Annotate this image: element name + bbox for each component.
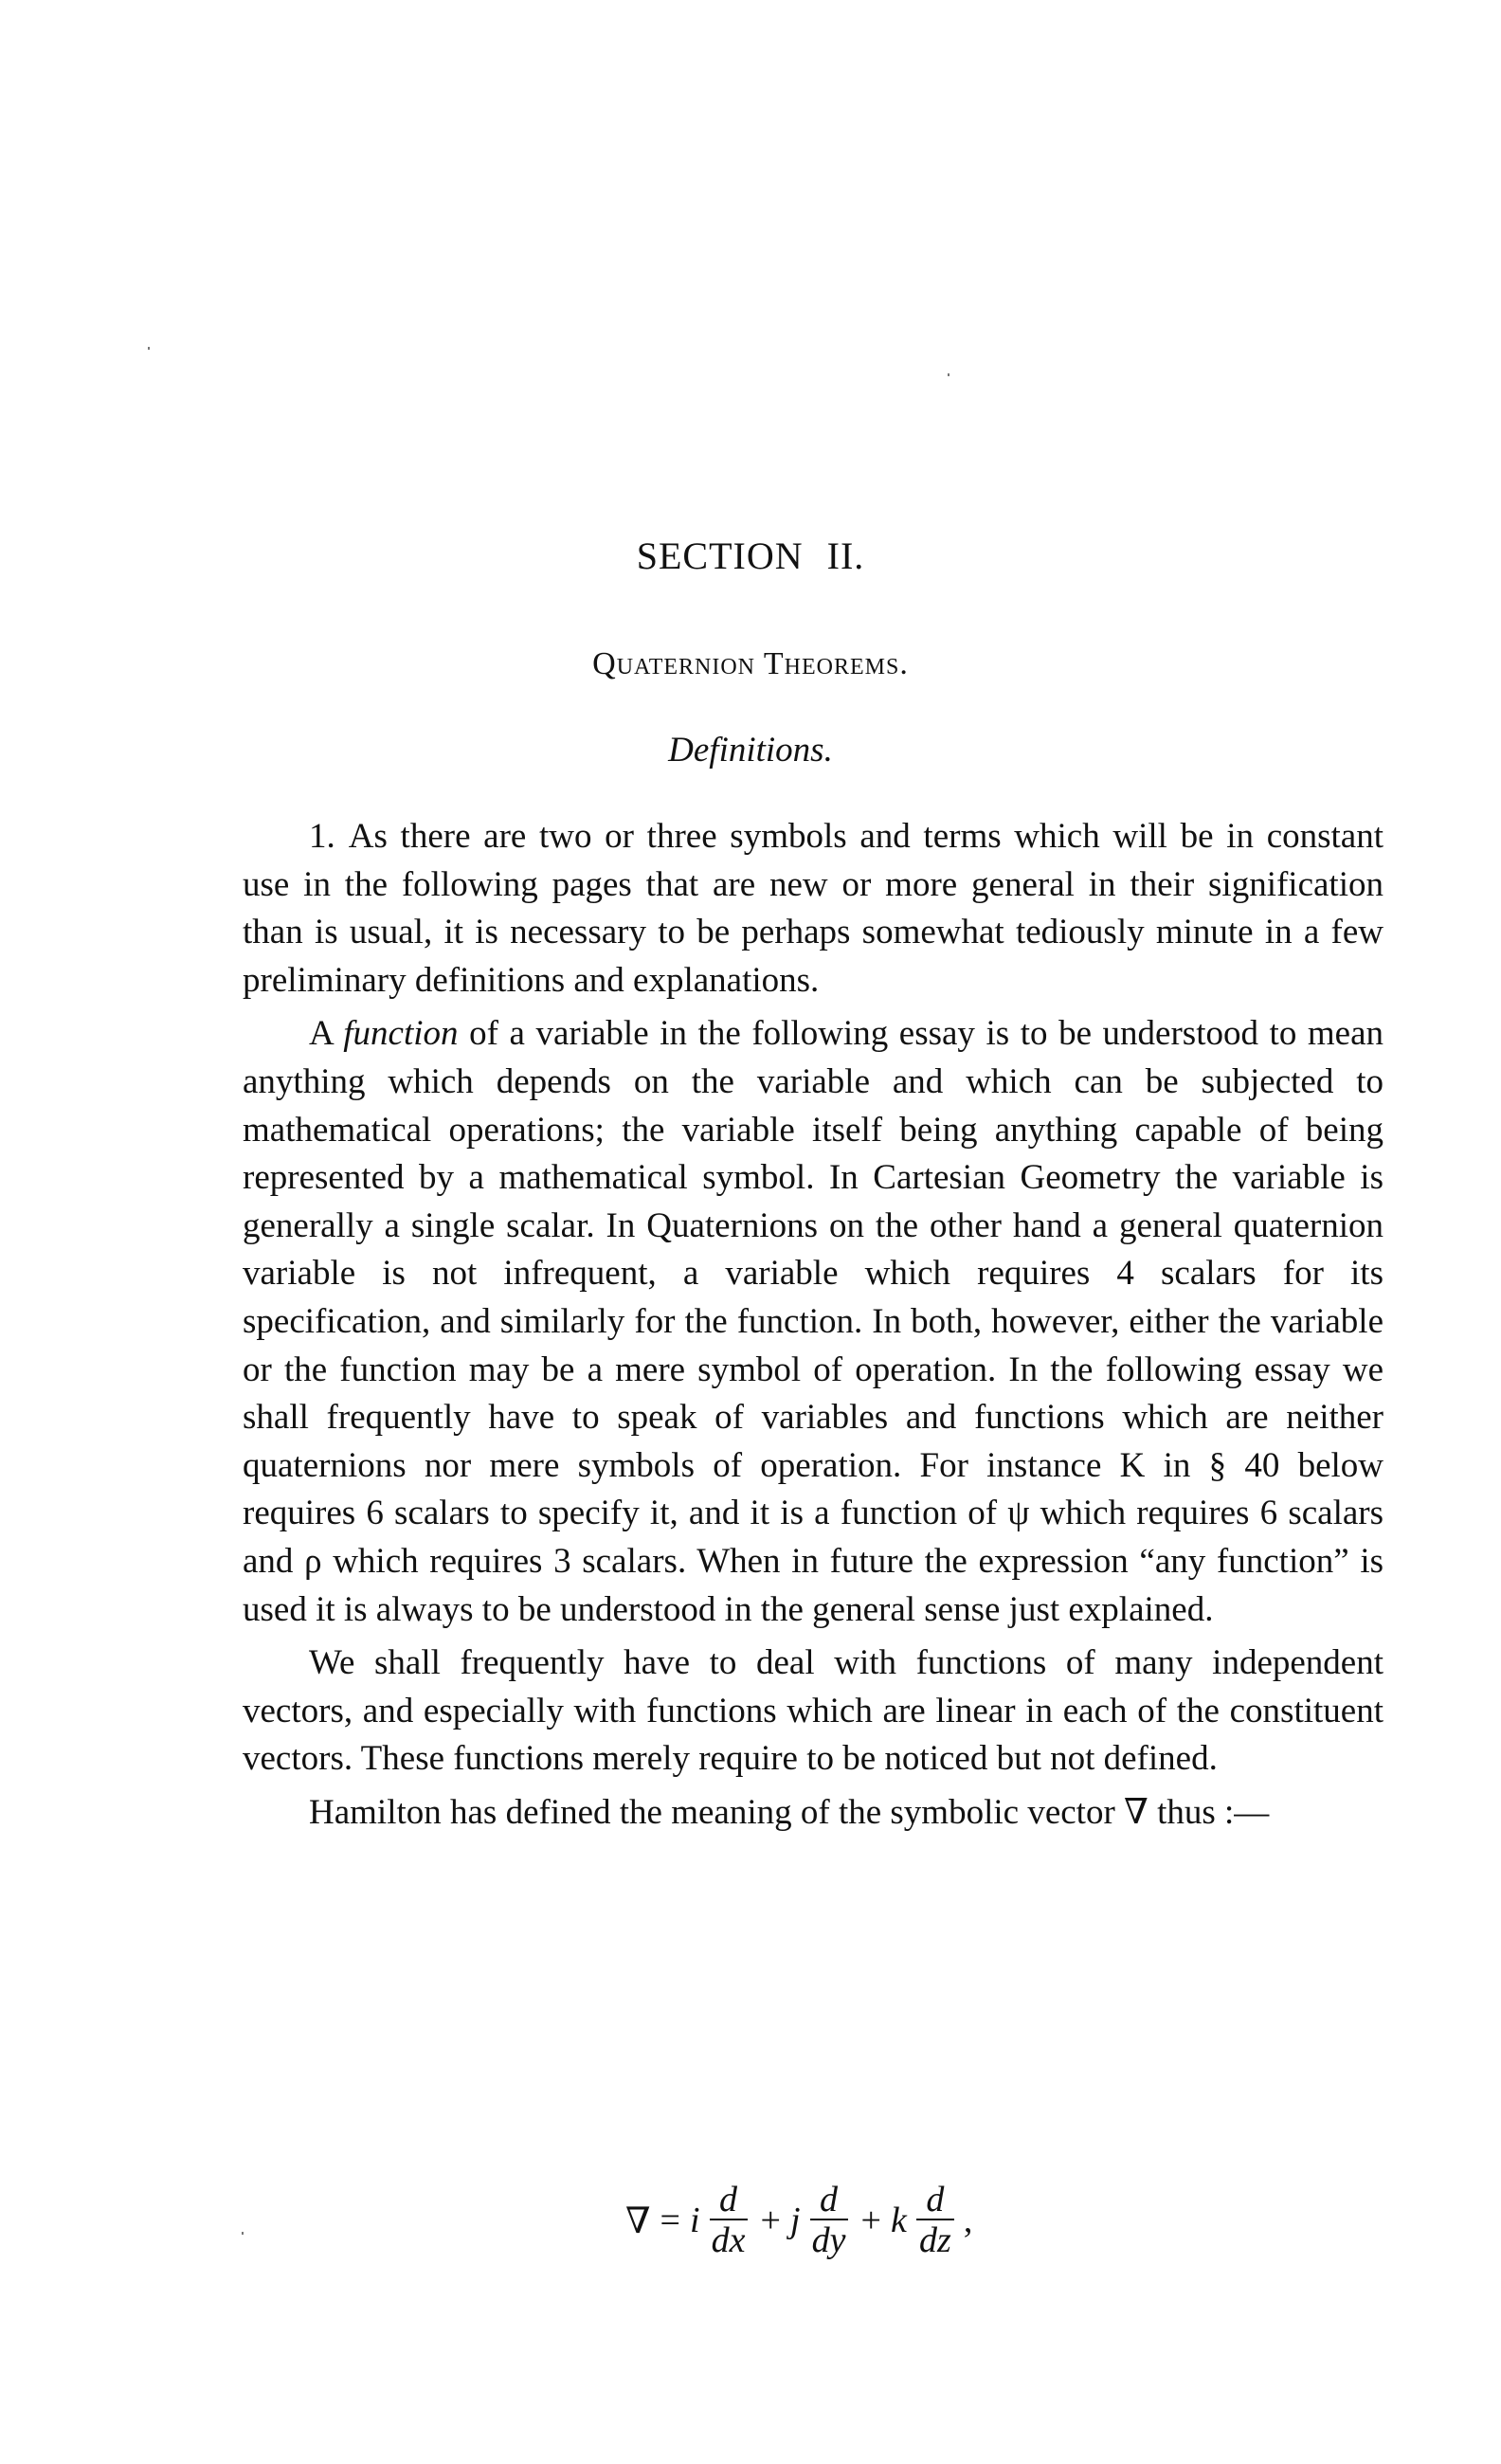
denominator: dx <box>711 2220 746 2260</box>
paragraph-lead: A <box>309 1014 333 1054</box>
trailing-comma: , <box>963 2201 973 2240</box>
plus-sign: + <box>860 2201 881 2240</box>
body-text <box>243 813 1383 1837</box>
fraction-d-dy <box>810 2181 848 2260</box>
numerator: d <box>719 2180 738 2219</box>
section-heading: SECTION II. <box>636 534 865 577</box>
paragraph-3 <box>243 1640 1383 1784</box>
paragraph-text: of a variable in the following essay is to be understood to mean anything which depends on the variable and which can be subjected to mathematical operations; the variable itself being anything capable of being represented by a mathematical symbol. In Cartesian Geometry the variable is generally a single scalar. In Quaternions on the other hand a general quaternion variable is not infrequent, a variable which requires 4 scalars for its specification, and similarly for the function. In both, however, either the variable or the function may be a mere symbol of operation. In the following essay we shall frequently have to speak of variables and functions which are neither quaternions nor mere symbols of operation. For instance K in § 40 below requires 6 scalars to specify it, and it is a function of ψ which requires 6 scalars and ρ which requires 3 scalars. When in future the expression “any function” is used it is always to be understood in the general sense just explained. <box>243 1014 1384 1629</box>
denominator: dz <box>918 2220 951 2260</box>
nabla-symbol: ∇ <box>625 2201 651 2241</box>
scan-speck <box>242 2232 244 2235</box>
unit-j: j <box>789 2201 801 2240</box>
unit-i: i <box>689 2201 700 2240</box>
paragraph-text: Hamilton has defined the meaning of the symbolic vector ∇ thus :— <box>309 1792 1270 1832</box>
unit-k: k <box>890 2201 907 2240</box>
paragraph-1 <box>243 813 1383 1005</box>
numerator: d <box>926 2180 945 2219</box>
paragraph-text: We shall frequently have to deal with functions of many independent vectors, and especially with functions which are linear in each of the constituent vectors. These functions merely require to be noticed but not defined. <box>243 1643 1383 1779</box>
scan-speck <box>948 373 949 376</box>
plus-sign: + <box>760 2201 781 2240</box>
equals-sign: = <box>660 2201 680 2240</box>
emphasis-term: function <box>343 1014 459 1054</box>
fraction-d-dz <box>916 2181 954 2260</box>
subheading: Definitions. <box>668 731 833 770</box>
paragraph-number: 1. <box>309 817 335 856</box>
chapter-title: Quaternion Theorems. <box>592 646 909 681</box>
paragraph-text: As there are two or three symbols and terms which will be in constant use in the following pages that are new or more general in their signification than is usual, it is necessary to be perhaps somewhat tediously minute in a few preliminary definitions and explanations. <box>243 817 1383 1000</box>
scan-speck <box>148 347 150 350</box>
numerator: d <box>820 2180 839 2219</box>
paragraph-4 <box>243 1789 1383 1838</box>
fraction-d-dx <box>710 2181 748 2260</box>
denominator: dy <box>811 2220 846 2260</box>
nabla-equation <box>625 2168 972 2273</box>
paragraph-2 <box>243 1010 1383 1634</box>
